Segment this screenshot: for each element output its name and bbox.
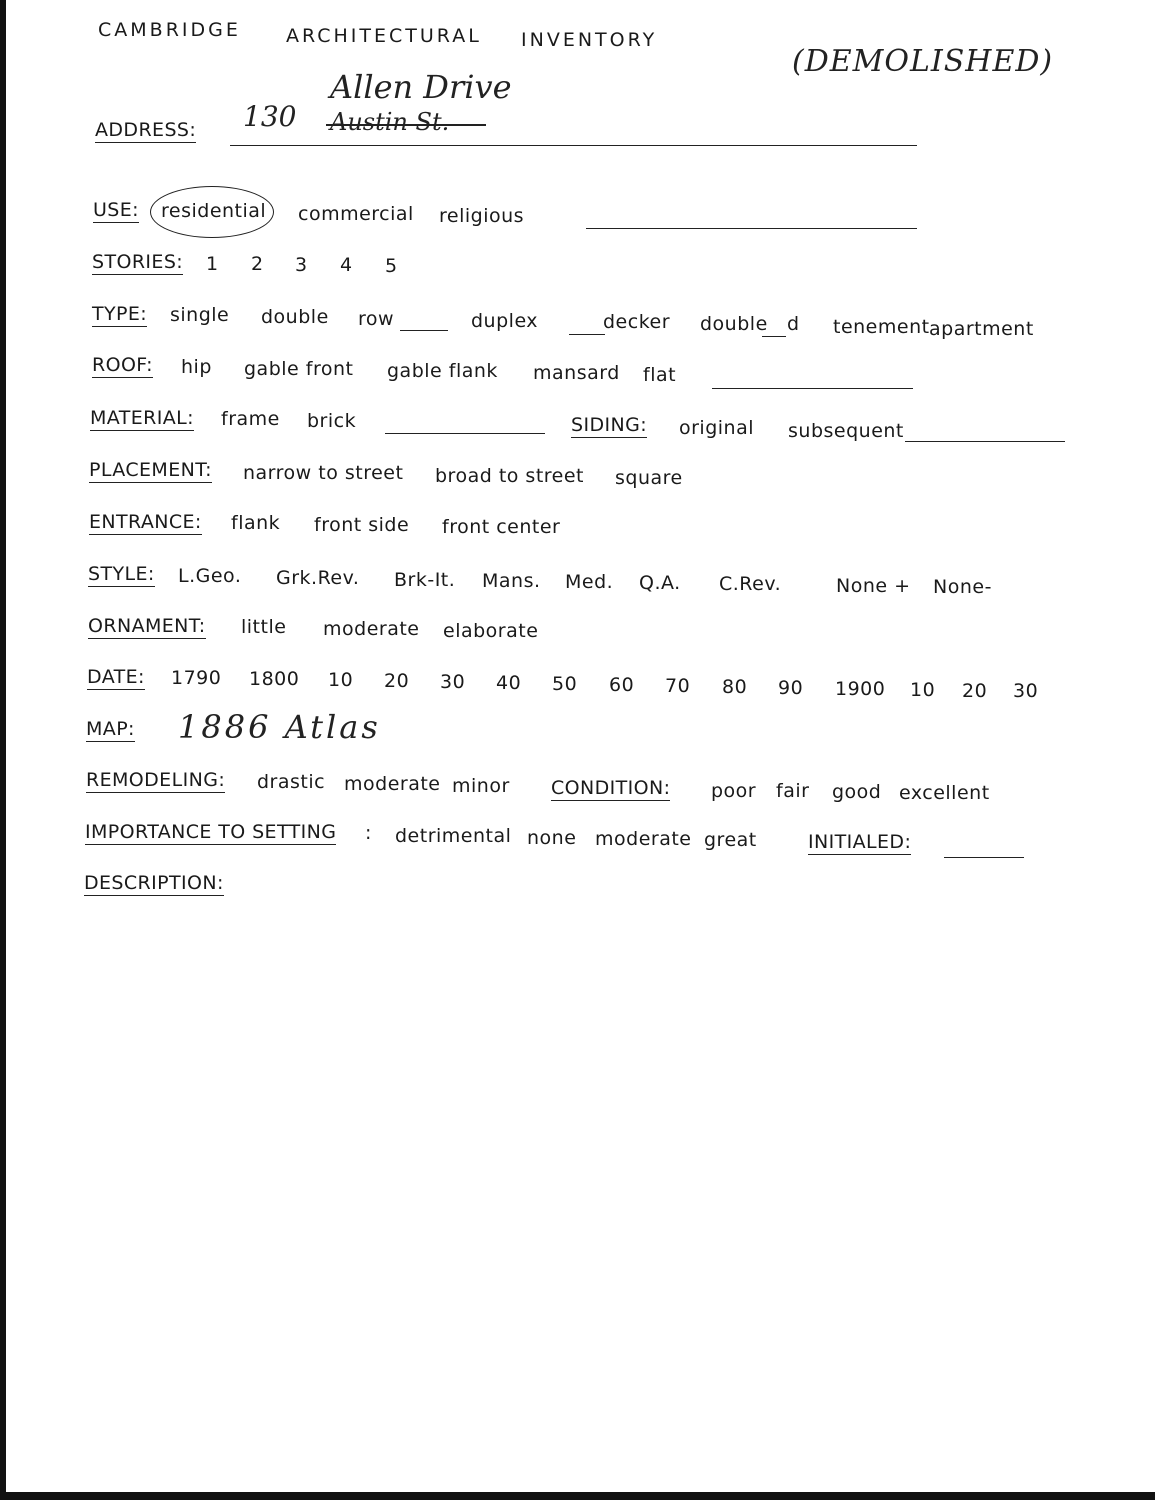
condition-good: good <box>832 781 882 803</box>
date-1910: 10 <box>910 679 936 701</box>
stories-3: 3 <box>295 254 308 276</box>
scan-edge-bottom <box>0 1492 1155 1500</box>
date-80: 80 <box>722 676 748 698</box>
condition-label: CONDITION: <box>551 777 671 799</box>
placement-square: square <box>615 467 683 489</box>
map-value: 1886 Atlas <box>178 708 381 746</box>
roof-flat: flat <box>643 364 677 386</box>
address-label: ADDRESS: <box>95 119 197 141</box>
placement-narrow: narrow to street <box>243 462 404 484</box>
remodeling-drastic: drastic <box>257 771 326 793</box>
type-decker: decker <box>603 311 671 333</box>
date-40: 40 <box>496 672 522 694</box>
use-label: USE: <box>93 199 139 221</box>
remodeling-moderate: moderate <box>344 773 441 795</box>
placement-broad: broad to street <box>435 465 585 487</box>
style-mans: Mans. <box>482 570 541 592</box>
scan-edge-left <box>0 0 6 1500</box>
demolished-note: (DEMOLISHED) <box>792 44 1054 79</box>
style-q-a: Q.A. <box>639 572 681 594</box>
map-label: MAP: <box>86 718 135 740</box>
type-label: TYPE: <box>92 303 148 325</box>
date-70: 70 <box>665 675 691 697</box>
double-d-blank <box>762 336 786 337</box>
roof-gable-flank: gable flank <box>387 360 498 382</box>
use-other-line <box>586 228 917 229</box>
importance-great: great <box>704 829 757 851</box>
use-residential: residential <box>161 200 267 222</box>
row-blank <box>400 330 448 331</box>
importance-detrimental: detrimental <box>395 825 512 847</box>
style-label: STYLE: <box>88 563 155 585</box>
date-60: 60 <box>609 674 635 696</box>
type-apartment: apartment <box>929 318 1034 340</box>
stories-1: 1 <box>206 253 219 275</box>
siding-original: original <box>679 417 755 439</box>
type-double-2: double <box>700 313 768 335</box>
importance-colon: : <box>365 822 372 844</box>
siding-label: SIDING: <box>571 414 648 436</box>
style-none-plus: None + <box>836 575 911 597</box>
date-1930: 30 <box>1013 680 1039 702</box>
material-brick: brick <box>307 410 357 432</box>
ornament-little: little <box>241 616 287 638</box>
ornament-elaborate: elaborate <box>443 620 539 642</box>
ornament-moderate: moderate <box>323 618 420 640</box>
style-l-geo: L.Geo. <box>178 565 242 587</box>
condition-poor: poor <box>711 780 757 802</box>
address-strikethrough <box>326 124 486 126</box>
entrance-front-side: front side <box>314 514 410 536</box>
roof-hip: hip <box>181 356 212 378</box>
header-architectural: ARCHITECTURAL <box>286 25 482 47</box>
type-double: double <box>261 306 329 328</box>
stories-5: 5 <box>385 255 398 277</box>
header-cambridge: CAMBRIDGE <box>98 19 241 41</box>
condition-fair: fair <box>776 780 810 802</box>
style-brk-it: Brk-It. <box>394 569 456 591</box>
date-1790: 1790 <box>171 667 222 689</box>
use-religious: religious <box>439 205 525 227</box>
importance-moderate: moderate <box>595 828 692 850</box>
importance-none: none <box>527 827 577 849</box>
date-1920: 20 <box>962 680 988 702</box>
style-med: Med. <box>565 571 614 593</box>
date-1800: 1800 <box>249 668 300 690</box>
remodeling-minor: minor <box>452 775 510 797</box>
siding-subsequent: subsequent <box>788 420 904 442</box>
entrance-front-center: front center <box>442 516 561 538</box>
use-commercial: commercial <box>298 203 414 225</box>
stories-label: STORIES: <box>92 251 184 273</box>
initialed-line <box>944 857 1024 858</box>
description-label: DESCRIPTION: <box>84 872 224 894</box>
style-c-rev: C.Rev. <box>719 573 782 595</box>
header-inventory: INVENTORY <box>521 29 658 51</box>
material-label: MATERIAL: <box>90 407 194 429</box>
condition-excellent: excellent <box>899 782 990 804</box>
date-30: 30 <box>440 671 466 693</box>
date-10: 10 <box>328 669 354 691</box>
stories-4: 4 <box>340 254 353 276</box>
style-grk-rev: Grk.Rev. <box>276 567 360 589</box>
roof-gable-front: gable front <box>244 358 354 380</box>
siding-other-line <box>905 441 1065 442</box>
date-label: DATE: <box>87 666 145 688</box>
roof-other-line <box>712 388 913 389</box>
address-number: 130 <box>243 100 297 133</box>
stories-2: 2 <box>251 253 264 275</box>
placement-label: PLACEMENT: <box>89 459 212 481</box>
address-line <box>230 145 917 146</box>
roof-mansard: mansard <box>533 362 620 384</box>
entrance-flank: flank <box>231 512 281 534</box>
initialed-label: INITIALED: <box>808 831 912 853</box>
date-20: 20 <box>384 670 410 692</box>
address-street-struck: Austin St. <box>330 108 450 136</box>
address-street-new: Allen Drive <box>330 68 512 106</box>
roof-label: ROOF: <box>92 354 153 376</box>
date-90: 90 <box>778 677 804 699</box>
type-double-d: d <box>787 313 800 335</box>
date-1900: 1900 <box>835 678 886 700</box>
remodeling-label: REMODELING: <box>86 769 226 791</box>
type-row: row <box>358 308 395 330</box>
type-single: single <box>170 304 230 326</box>
type-tenement: tenement <box>833 316 930 338</box>
style-none-minus: None- <box>933 576 992 598</box>
ornament-label: ORNAMENT: <box>88 615 206 637</box>
decker-blank <box>569 334 605 335</box>
date-50: 50 <box>552 673 578 695</box>
material-frame: frame <box>221 408 280 430</box>
entrance-label: ENTRANCE: <box>89 511 202 533</box>
type-duplex: duplex <box>471 310 539 332</box>
material-other-line <box>385 433 545 434</box>
importance-label: IMPORTANCE TO SETTING <box>85 821 337 843</box>
